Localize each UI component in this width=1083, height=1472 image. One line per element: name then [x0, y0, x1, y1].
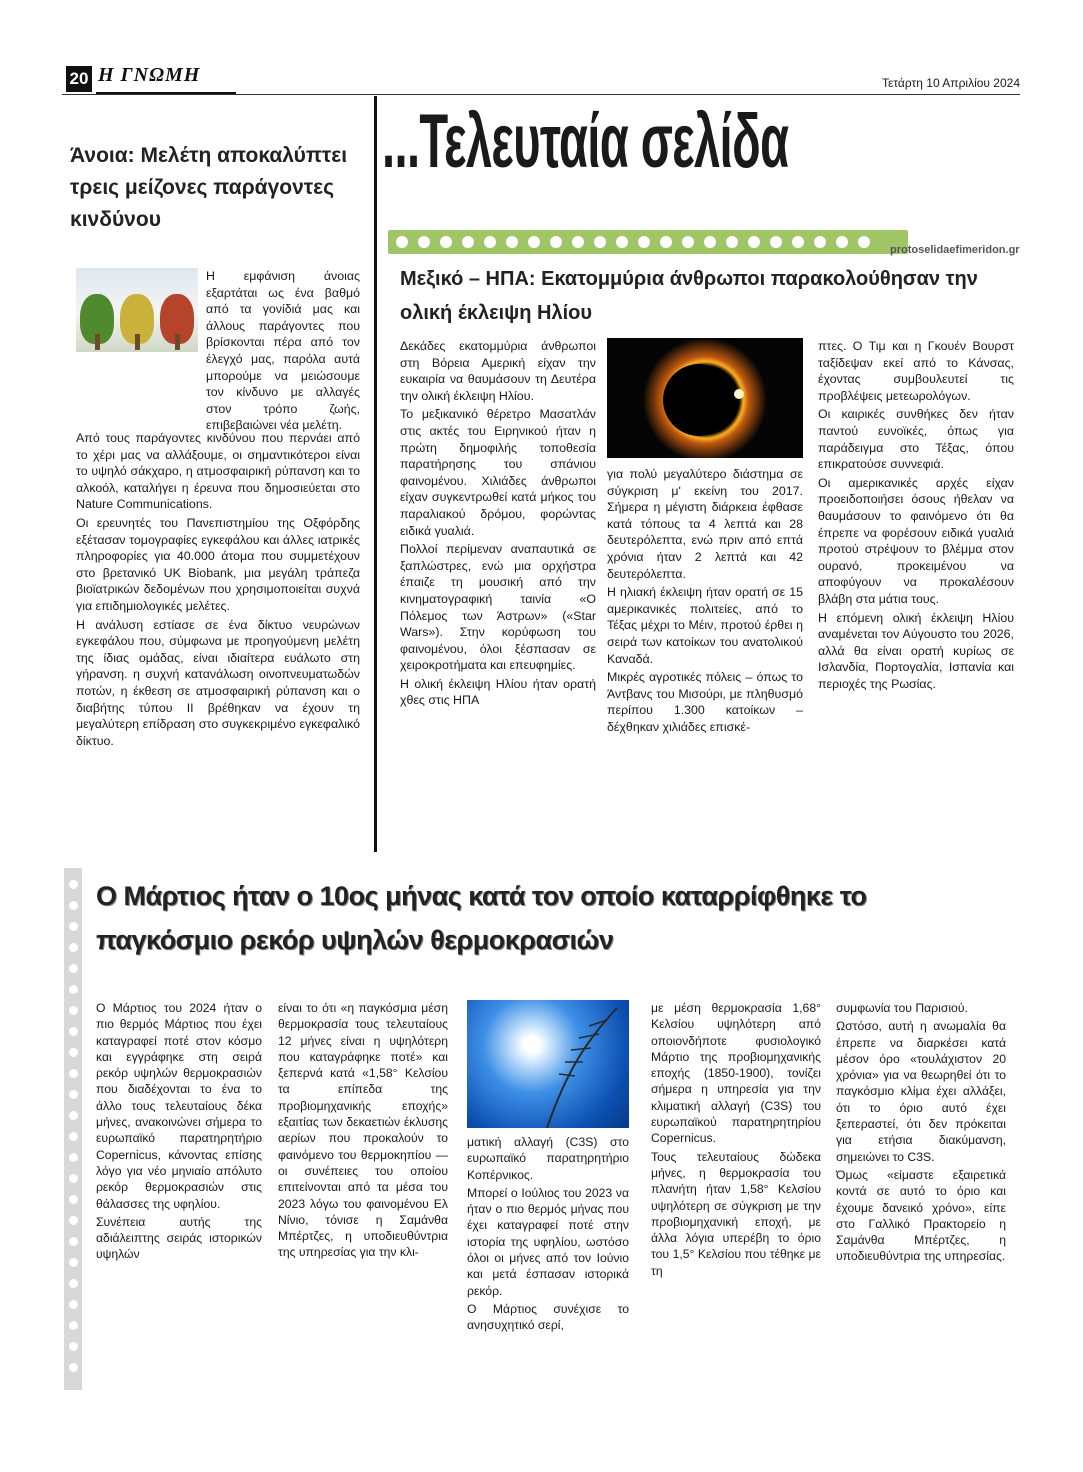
eclipse-paragraph: Μικρές αγροτικές πόλεις – όπως το Άντβανς του Μισούρι, με πληθυσμό περίπου 1.300 κατοίκων – δέχθηκαν χιλιάδες επισκέ- [607, 670, 803, 734]
eclipse-col-3 [818, 338, 1014, 694]
dementia-paragraph: Από τους παράγοντες κινδύνου που περνάει από το χέρι μας να αλλάξουμε, οι σημαντικότεροι είναι το υψηλό σάκχαρο, η ατμοσφαιρική ρύπανση και το αλκοόλ, καταλήγει η έρευνα που δημοσιεύεται στο Nature Communications. [76, 431, 360, 512]
dementia-headline: Άνοια: Μελέτη αποκαλύπτει τρεις μείζονες παράγοντες κινδύνου [70, 144, 348, 231]
record-paragraph: Ο Μάρτιος του 2024 ήταν ο πιο θερμός Μάρτιος που έχει καταγραφεί ποτέ στον κόσμο και εγγράφηκε στη σειρά ρεκόρ υψηλών θερμοκρασιών που διαδέχονται το ένα το άλλο τους τελευταίους δέκα μήνες, ανακοινώνει σήμερα το ευρωπαϊκό παρατηρητήριο Copernicus, κάνοντας επίσης λόγο για νέο μηνιαίο απόλυτο ρεκόρ θερμοκρασιών στις θάλασσες της υφηλίου. [96, 1001, 262, 1211]
eclipse-paragraph: Η ολική έκλειψη Ηλίου ήταν ορατή χθες στις ΗΠΑ [400, 676, 596, 708]
record-col-4 [651, 1000, 821, 1281]
eclipse-paragraph: για πολύ μεγαλύτερο διάστημα σε σύγκριση μ' εκείνη του 2017. Σήμερα η μέγιστη διάρκεια έφθασε κατά τόπους τα 4 λεπτά και 28 δευτερόλεπτα, ενώ πριν από επτά χρόνια ήταν 2 λεπτά και 42 δευτερόλεπτα. [607, 467, 803, 581]
record-paragraph: Συνέπεια αυτής της αδιάλειπτης σειράς ιστορικών υψηλών [96, 1214, 262, 1262]
column-divider [374, 96, 377, 852]
record-paragraph: Ωστόσο, αυτή η ανωμαλία θα έπρεπε να διαρκέσει κατά μέσον όρο «τουλάχιστον 20 χρόνια» για να θεωρηθεί ότι το παγκόσμιο κλίμα έχει αλλάξει, ότι το όριο αυτό έχει ξεπεραστεί, ότι δεν πρόκειται για ετήσια διακύμανση, σημειώνει το C3S. [836, 1019, 1006, 1164]
dementia-paragraph: Η ανάλυση εστίασε σε ένα δίκτυο νευρώνων εγκεφάλου που, σύμφωνα με προηγούμενη μελέτη της ίδιας ομάδας, είναι ιδιαίτερα ευάλωτο στη γήρανση. η συχνή κατανάλωση οινοπνευματωδών ποτών, η έκθεση σε ατμοσφαιρική ρύπανση και ο διαβήτης τύπου ΙΙ βρέθηκαν να έχουν τη μεγαλύτερη επίδραση στο συγκεκριμένο εγκεφαλικό δίκτυο. [76, 617, 360, 748]
eclipse-paragraph: Δεκάδες εκατομμύρια άνθρωποι στη Βόρεια Αμερική είχαν την ευκαιρία να θαυμάσουν τη Δευτέρα την ολική έκλειψη Ηλίου. [400, 339, 596, 403]
record-col-1 [96, 1000, 262, 1265]
website-credit: protoselidaefimeridon.gr [890, 244, 1020, 256]
film-strip-decoration [64, 868, 82, 1390]
record-paragraph: είναι το ότι «η παγκόσμια μέση θερμοκρασία τους τελευταίους 12 μήνες είναι η υψηλότερη που καταγράφηκε ποτέ» και ξεπερνά κατά «1,58° Κελσίου τα επίπεδα της προβιομηχανικής εποχής» εξαιτίας των δεκαετιών έκλυσης αερίων που προκαλούν το φαινόμενο του θερμοκηπίου — οι συνέπειες του οποίου επιτείνονται από τα μέσα του 2023 λόγω του φαινομένου Ελ Νίνιο, τόνισε η Σαμάνθα Μπέρτζες, η υποδιευθύντρια της υπηρεσίας για την κλι- [278, 1001, 448, 1260]
eclipse-col-1 [400, 338, 596, 711]
record-headline: Ο Μάρτιος ήταν ο 10ος μήνας κατά τον οποίο καταρρίφθηκε το παγκόσμιο ρεκόρ υψηλών θερμοκρασιών [96, 881, 867, 955]
record-col-2 [278, 1000, 448, 1263]
eclipse-headline: Μεξικό – ΗΠΑ: Εκατομμύρια άνθρωποι παρακολούθησαν την ολική έκλειψη Ηλίου [400, 268, 978, 324]
eclipse-paragraph: Οι καιρικές συνθήκες δεν ήταν παντού ευνοϊκές, όπως για παράδειγμα στο Τέξας, όπου επικρατούσε συννεφιά. [818, 407, 1014, 472]
eclipse-paragraph: Πολλοί περίμεναν αναπαυτικά σε ξαπλώστρες, ενώ μια ορχήστρα έπαιζε τη μουσική από την κινηματογραφική ταινία «Ο Πόλεμος των Άστρων» («Star Wars»). Στην κορύφωση του φαινομένου, όλοι ξέσπασαν σε χειροκροτήματα και επευφημίες. [400, 542, 596, 673]
newspaper-logo: Η ΓΝΩΜΗ [98, 64, 201, 86]
eclipse-paragraph: Η επόμενη ολική έκλειψη Ηλίου αναμένεται τον Αύγουστο του 2026, αλλά θα είναι ορατή κυρίως σε Ισλανδία, Πορτογαλία, Ισπανία και περιοχές της Ρωσίας. [818, 610, 1014, 691]
issue-date: Τετάρτη 10 Απριλίου 2024 [882, 76, 1020, 90]
eclipse-paragraph: Οι αμερικανικές αρχές είχαν προειδοποιήσει όσους ήθελαν να θαυμάσουν το φαινόμενο ότι θα έπρεπε να φορέσουν ειδικά γυαλιά προτού στρέψουν το βλέμμα στον ουρανό, προκειμένου να αποφύγουν να προκαλέσουν βλάβη στα μάτια τους. [818, 475, 1014, 606]
record-paragraph: συμφωνία του Παρισιού. [836, 1001, 968, 1015]
section-title: ...Τελευταία σελίδα [382, 99, 789, 184]
dementia-body-cont [76, 430, 360, 751]
eclipse-image [607, 338, 803, 458]
record-paragraph: Μπορεί ο Ιούλιος του 2023 να ήταν ο πιο θερμός μήνας που έχει καταγραφεί ποτέ στην ιστορία της υφηλίου, ωστόσο όλοι οι μήνες από τον Ιούνιο και μετά έσπασαν ιστορικά ρεκόρ. [467, 1185, 629, 1298]
record-paragraph: Τους τελευταίους δώδεκα μήνες, η θερμοκρασία του πλανήτη ήταν 1,58° Κελσίου υψηλότερη σε σύγκριση με την προβιομηχανική εποχή, με άλλα λόγια υπερέβη το όριο του 1,5° Κελσίου που τέθηκε με τη [651, 1149, 821, 1278]
record-paragraph: ματική αλλαγή (C3S) στο ευρωπαϊκό παρατηρητήριο Κοπέρνικος. [467, 1135, 629, 1182]
record-col-3 [467, 1134, 629, 1336]
record-paragraph: Όμως «είμαστε εξαιρετικά κοντά σε αυτό το όριο και έχουμε δανεικό χρόνο», είπε στο Γαλλικό Πρακτορείο η Σαμάνθα Μπέρτζες, η υποδιευθύντρια της υπηρεσίας. [836, 1167, 1006, 1264]
sun-sky-image [467, 1000, 629, 1128]
dots-band [388, 230, 908, 254]
page-number: 20 [66, 66, 92, 92]
dementia-lead: Η εμφάνιση άνοιας εξαρτάται ως ένα βαθμό από τα γονίδιά μας και άλλους παράγοντες που βρίσκονται πέρα από τον έλεγχό μας, παρόλα αυτά μπορούμε να μειώσουμε τον κίνδυνο με αλλαγές στον τρόπο ζωής, επιβεβαιώνει νέα μελέτη. [206, 269, 360, 433]
record-paragraph: με μέση θερμοκρασία 1,68° Κελσίου υψηλότερη από οποιονδήποτε φυσιολογικό Μάρτιο της προβιομηχανικής εποχής (1850-1900), τονίζει σήμερα η υπηρεσία για την κλιματική αλλαγή (C3S) του ευρωπαϊκού παρατηρητηρίου Copernicus. [651, 1001, 821, 1146]
record-col-5 [836, 1000, 1006, 1267]
eclipse-col-2 [607, 466, 803, 738]
eclipse-paragraph: πτες. Ο Τιμ και η Γκουέν Βουρστ ταξίδεψαν εκεί από το Κάνσας, έχοντας συμβουλευτεί τις προβλέψεις μετεωρολόγων. [818, 339, 1014, 403]
dementia-body [76, 268, 360, 434]
dementia-paragraph: Οι ερευνητές του Πανεπιστημίου της Οξφόρδης εξέτασαν τομογραφίες εγκεφάλου και άλλες ιατρικές πληροφορίες για 40.000 άτομα που συμμετέχουν στο βρετανικό UK Biobank, μια μεγάλη τράπεζα βιοϊατρικών δεδομένων που χρησιμοποιείται συχνά για επιδημιολογικές μελέτες. [76, 515, 360, 613]
record-paragraph: Ο Μάρτιος συνέχισε το ανησυχητικό σερί, [467, 1301, 629, 1333]
eclipse-paragraph: Η ηλιακή έκλειψη ήταν ορατή σε 15 αμερικανικές πολιτείες, από το Τέξας μέχρι το Μέιν, προτού έρθει η σειρά των κατοίκων του ανατολικού Καναδά. [607, 585, 803, 666]
header-rule [62, 94, 1020, 95]
eclipse-paragraph: Το μεξικανικό θέρετρο Μασατλάν στις ακτές του Ειρηνικού ήταν η πρώτη δημοφιλής τοποθεσία παρατήρησης του σπάνιου φαινομένου. Χιλιάδες άνθρωποι είχαν συγκεντρωθεί κατά μήκος του παραλιακού δρόμου, φορώντας ειδικά γυαλιά. [400, 407, 596, 538]
